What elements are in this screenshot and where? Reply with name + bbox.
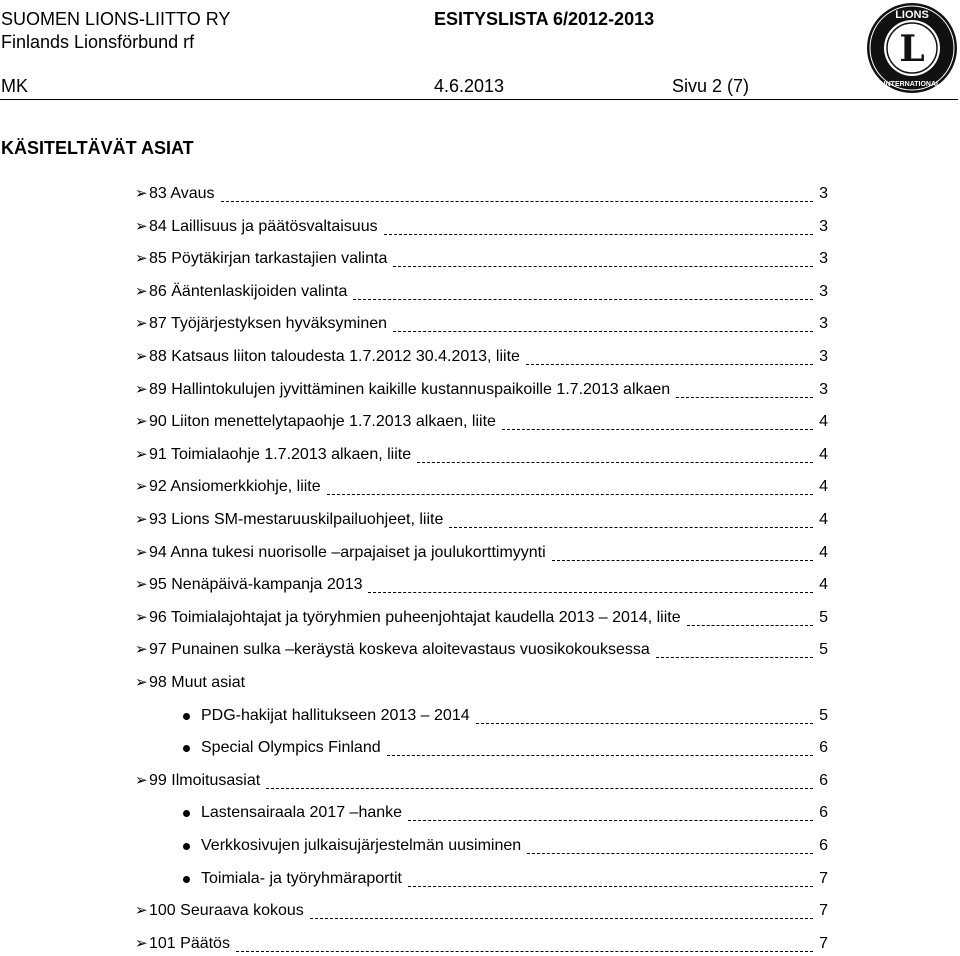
toc-item [0, 704, 960, 728]
toc-item-label: 101 Päätös [149, 934, 230, 952]
toc-item-label: 86 Ääntenlaskijoiden valinta [149, 282, 348, 300]
dot-leader [502, 429, 813, 430]
toc-item [0, 182, 960, 206]
logo-text-bottom: INTERNATIONAL [883, 81, 941, 88]
dot-leader [266, 788, 813, 789]
arrow-bullet-icon: ➢ [135, 511, 148, 528]
arrow-bullet-icon: ➢ [135, 576, 148, 594]
dot-leader [408, 820, 813, 821]
toc-item-label: 97 Punainen sulka –keräystä koskeva aloitevastaus vuosikokouksessa [149, 641, 650, 659]
toc-item [0, 606, 960, 630]
header-divider [0, 99, 958, 100]
lions-emblem-icon [864, 0, 960, 96]
dot-leader [368, 592, 813, 593]
arrow-bullet-icon: ➢ [135, 674, 148, 691]
bullet-icon [183, 810, 190, 817]
bullet-icon [183, 745, 190, 752]
toc-item-page: 5 [819, 706, 828, 724]
toc-item-page: 7 [819, 869, 828, 887]
dot-leader [408, 886, 813, 887]
toc-item [0, 247, 960, 271]
toc-item-label: 100 Seuraava kokous [149, 902, 304, 920]
page-number: Sivu 2 (7) [672, 76, 750, 96]
arrow-bullet-icon: ➢ [135, 934, 148, 952]
dot-leader [221, 201, 814, 202]
toc-item-page: 4 [819, 413, 828, 431]
toc-item-label: 88 Katsaus liiton taloudesta 1.7.2012 30.4.2013, liite [149, 348, 520, 365]
document-date: 4.6.2013 [434, 76, 505, 96]
toc-item-page: 3 [819, 282, 828, 300]
toc-item-label: 84 Laillisuus ja päätösvaltaisuus [149, 217, 378, 235]
toc-item-label: 99 Ilmoitusasiat [149, 771, 261, 789]
toc-item-page: 3 [819, 380, 828, 398]
document-title: ESITYSLISTA 6/2012-2013 [434, 9, 655, 29]
dot-leader [687, 625, 813, 626]
arrow-bullet-icon: ➢ [135, 250, 148, 268]
dot-leader [656, 657, 813, 658]
toc-item [0, 280, 960, 304]
toc-item [0, 541, 960, 565]
toc-item-page: 3 [819, 348, 828, 365]
toc-item-page: 3 [819, 315, 828, 333]
arrow-bullet-icon: ➢ [135, 641, 148, 659]
arrow-bullet-icon: ➢ [135, 217, 148, 235]
toc-item [0, 475, 960, 499]
dot-leader [393, 331, 813, 332]
toc-item [0, 378, 960, 402]
toc-item [0, 867, 960, 891]
toc-item [0, 932, 960, 956]
dot-leader [552, 560, 813, 561]
toc-item-label: 89 Hallintokulujen jyvittäminen kaikille kustannuspaikoille 1.7.2013 alkaen [149, 380, 671, 398]
toc-item-label: Special Olympics Finland [201, 739, 381, 757]
toc-item [0, 215, 960, 239]
toc-item-page: 3 [819, 185, 828, 202]
dot-leader [526, 364, 813, 365]
arrow-bullet-icon: ➢ [135, 478, 148, 496]
toc-item-label: Lastensairaala 2017 –hanke [201, 804, 403, 822]
toc-item-label: 93 Lions SM-mestaruuskilpailuohjeet, liite [149, 511, 444, 528]
toc-item [0, 834, 960, 858]
toc-item-label: 94 Anna tukesi nuorisolle –arpajaiset ja joulukorttimyynti [149, 543, 546, 561]
toc-item [0, 508, 960, 532]
section-title: KÄSITELTÄVÄT ASIAT [1, 138, 194, 158]
dot-leader [310, 918, 813, 919]
dot-leader [476, 723, 813, 724]
dot-leader [393, 266, 813, 267]
toc-item-page: 4 [819, 543, 828, 561]
toc-item [0, 736, 960, 760]
author-code: MK [1, 76, 28, 96]
arrow-bullet-icon: ➢ [135, 445, 148, 463]
toc-item-page: 6 [819, 739, 828, 757]
toc-item [0, 573, 960, 597]
toc-item-page: 6 [819, 804, 828, 822]
logo-letter: L [899, 28, 925, 70]
arrow-bullet-icon: ➢ [135, 282, 148, 300]
toc-item-page: 4 [819, 478, 828, 496]
toc-item [0, 345, 960, 369]
toc-item-page: 7 [819, 934, 828, 952]
arrow-bullet-icon: ➢ [135, 543, 148, 561]
toc-item-page: 3 [819, 217, 828, 235]
toc-item-label: PDG-hakijat hallitukseen 2013 – 2014 [201, 706, 470, 724]
toc-item-page: 3 [819, 250, 828, 268]
toc-item-label: 96 Toimialajohtajat ja työryhmien puheenjohtajat kaudella 2013 – 2014, liite [149, 608, 681, 626]
toc-item-label: 98 Muut asiat [149, 674, 246, 691]
toc-item-page: 6 [819, 837, 828, 854]
toc-item [0, 312, 960, 336]
bullet-icon [183, 876, 190, 883]
organization-name: SUOMEN LIONS-LIITTO RY [1, 9, 231, 29]
dot-leader [327, 494, 813, 495]
dot-leader [676, 397, 813, 398]
arrow-bullet-icon: ➢ [135, 348, 148, 365]
dot-leader [384, 234, 814, 235]
arrow-bullet-icon: ➢ [135, 608, 148, 626]
dot-leader [417, 462, 813, 463]
toc-item [0, 769, 960, 793]
toc-item [0, 671, 960, 695]
toc-item-label: 92 Ansiomerkkiohje, liite [149, 478, 321, 496]
organization-name-swedish: Finlands Lionsförbund rf [1, 32, 195, 52]
toc-item-label: 95 Nenäpäivä-kampanja 2013 [149, 576, 363, 594]
toc-item-label: 87 Työjärjestyksen hyväksyminen [149, 315, 388, 333]
toc-item-label: 83 Avaus [149, 185, 215, 202]
logo-text-top: LIONS [895, 9, 929, 21]
arrow-bullet-icon: ➢ [135, 413, 148, 431]
arrow-bullet-icon: ➢ [135, 185, 148, 202]
toc-item-page: 4 [819, 445, 828, 463]
toc-item-page: 6 [819, 771, 828, 789]
bullet-icon [183, 843, 190, 850]
toc-item-page: 5 [819, 608, 828, 626]
toc-item [0, 410, 960, 434]
dot-leader [236, 951, 813, 952]
toc-item-page: 4 [819, 576, 828, 594]
dot-leader [353, 299, 813, 300]
dot-leader [527, 853, 813, 854]
dot-leader [387, 755, 813, 756]
bullet-icon [183, 713, 190, 720]
toc-item-label: Toimiala- ja työryhmäraportit [201, 869, 402, 887]
toc-item-label: Verkkosivujen julkaisujärjestelmän uusiminen [201, 837, 522, 854]
arrow-bullet-icon: ➢ [135, 380, 148, 398]
arrow-bullet-icon: ➢ [135, 902, 148, 920]
toc-item [0, 899, 960, 923]
arrow-bullet-icon: ➢ [135, 315, 148, 333]
toc-item [0, 443, 960, 467]
toc-item-page: 7 [819, 902, 828, 920]
dot-leader [449, 527, 813, 528]
toc-item [0, 801, 960, 825]
toc-item-page: 5 [819, 641, 828, 659]
toc-item-label: 90 Liiton menettelytapaohje 1.7.2013 alkaen, liite [149, 413, 496, 431]
toc-item-label: 91 Toimialaohje 1.7.2013 alkaen, liite [149, 445, 412, 463]
arrow-bullet-icon: ➢ [135, 771, 148, 789]
toc-item-label: 85 Pöytäkirjan tarkastajien valinta [149, 250, 388, 268]
toc-item-page: 4 [819, 511, 828, 528]
toc-item [0, 638, 960, 662]
